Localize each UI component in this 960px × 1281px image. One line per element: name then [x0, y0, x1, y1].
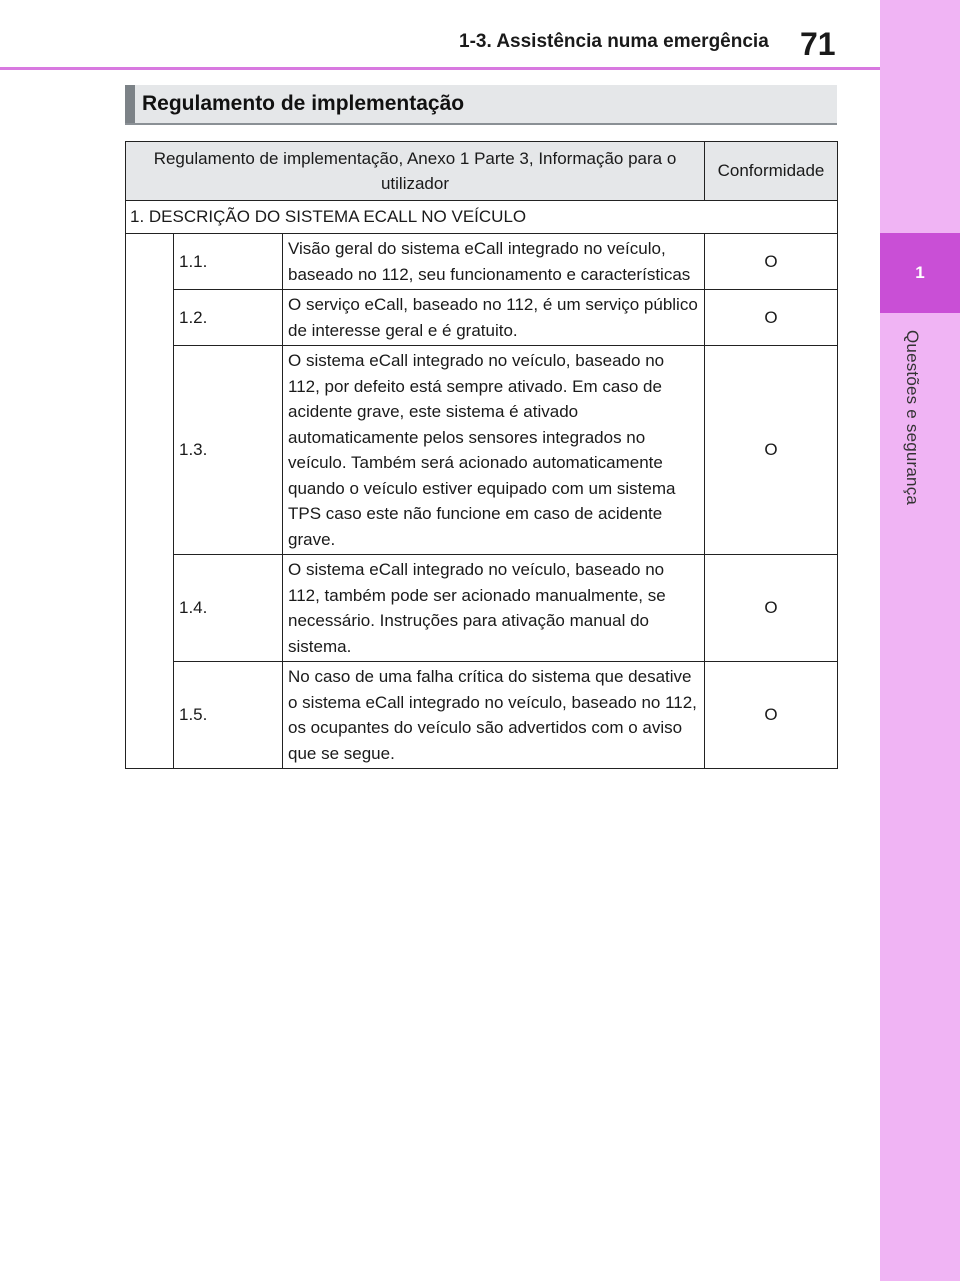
row-number-cell: 1.1.	[174, 234, 283, 290]
row-number-cell: 1.5.	[174, 662, 283, 769]
header-divider	[0, 67, 880, 70]
row-conformity-cell: O	[705, 662, 838, 769]
header-conformity-cell: Conformidade	[705, 142, 838, 201]
row-description-cell: Visão geral do sistema eCall integrado no veículo, baseado no 112, seu funcionamento e características	[283, 234, 705, 290]
table-row	[126, 290, 838, 346]
row-description-cell: O sistema eCall integrado no veículo, baseado no 112, também pode ser acionado manualmente, se necessário. Instruções para ativação manual do sistema.	[283, 555, 705, 662]
row-number-cell: 1.2.	[174, 290, 283, 346]
page-number: 71	[800, 26, 836, 62]
row-conformity-cell: O	[705, 346, 838, 555]
table-row	[126, 346, 838, 555]
table-header-row	[126, 142, 838, 201]
table-section-row	[126, 201, 838, 234]
section-title-cell: 1. DESCRIÇÃO DO SISTEMA ECALL NO VEÍCULO	[126, 201, 838, 234]
table-row	[126, 234, 838, 290]
section-heading-accent	[125, 85, 135, 123]
header-regulation-cell: Regulamento de implementação, Anexo 1 Parte 3, Informação para o utilizador	[126, 142, 705, 201]
row-conformity-cell: O	[705, 234, 838, 290]
chapter-number: 1	[915, 263, 925, 282]
regulation-table	[125, 141, 838, 769]
chapter-number-box	[880, 233, 960, 313]
chapter-side-tab	[880, 0, 960, 1281]
row-description-cell: O sistema eCall integrado no veículo, baseado no 112, por defeito está sempre ativado. Em caso de acidente grave, este sistema é ativado automaticamente pelos sensores integrados no veículo. Também será acionado automaticamente quando o veículo estiver equipado com um sistema TPS caso este não funcione em caso de acidente grave.	[283, 346, 705, 555]
section-title: Regulamento de implementação	[142, 92, 465, 115]
indent-cell	[126, 234, 174, 769]
table-row	[126, 555, 838, 662]
row-conformity-cell: O	[705, 555, 838, 662]
section-heading-bar	[125, 85, 837, 125]
table-row	[126, 662, 838, 769]
running-header-title: 1-3. Assistência numa emergência	[459, 31, 769, 52]
row-conformity-cell: O	[705, 290, 838, 346]
row-number-cell: 1.4.	[174, 555, 283, 662]
chapter-title: Questões e segurança	[903, 330, 922, 506]
row-number-cell: 1.3.	[174, 346, 283, 555]
row-description-cell: O serviço eCall, baseado no 112, é um serviço público de interesse geral e é gratuito.	[283, 290, 705, 346]
row-description-cell: No caso de uma falha crítica do sistema que desative o sistema eCall integrado no veículo, baseado no 112, os ocupantes do veículo são advertidos com o aviso que se segue.	[283, 662, 705, 769]
